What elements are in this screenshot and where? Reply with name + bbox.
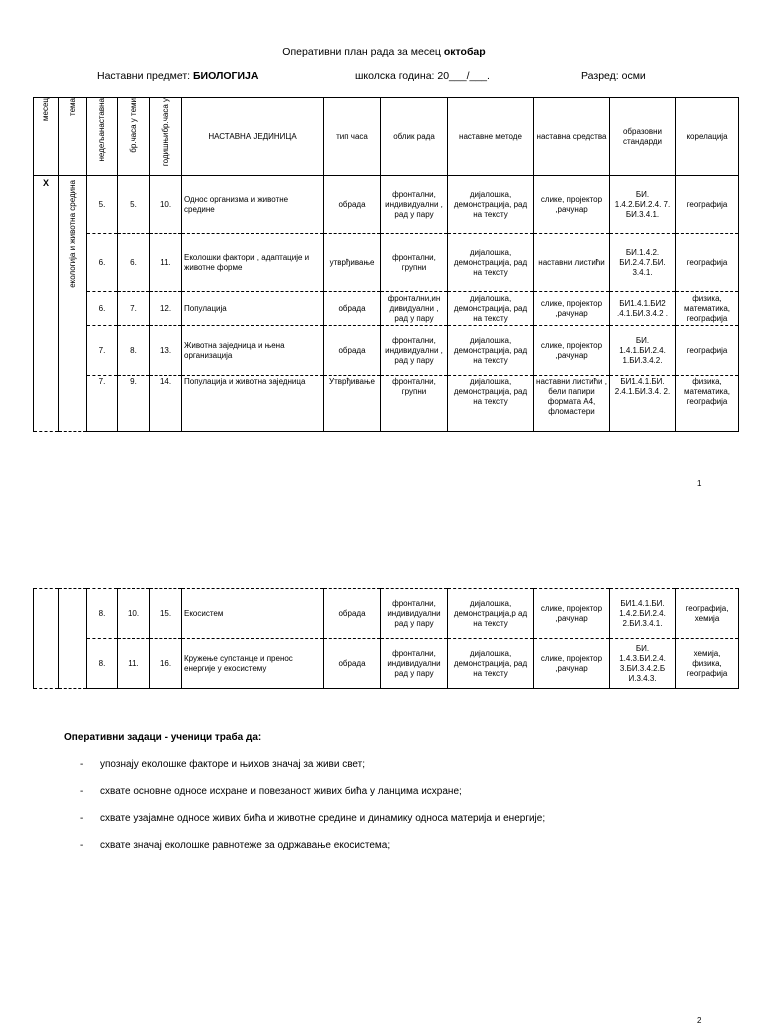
task-text: схвате узајамне односе живих бића и животне средине и динамику односа материја и енергије; (100, 813, 546, 824)
cell-standards: БИ1.4.1.БИ2 .4.1.БИ.3.4.2 . (610, 292, 676, 326)
cell-type: Утврђивање (324, 376, 381, 432)
title-month: октобар (443, 46, 486, 58)
cell-type: обрада (324, 326, 381, 376)
cell-means: слике, пројектор ,рачунар (534, 639, 610, 689)
header-means: наставна средства (534, 98, 610, 176)
cell-month (34, 589, 59, 689)
header-methods: наставне методе (448, 98, 534, 176)
cell-year: 16. (150, 639, 182, 689)
table-row (34, 176, 739, 234)
cell-unit: Популација (182, 292, 324, 326)
cell-methods: дијалошка, демонстрација, рад на тексту (448, 376, 534, 432)
header-week: недељанаставна (87, 98, 118, 176)
cell-type: обрада (324, 176, 381, 234)
cell-standards: БИ. 1.4.2.БИ.2.4. 7. БИ.3.4.1. (610, 176, 676, 234)
task-item (80, 786, 462, 797)
cell-methods: дијалошка, демонстрација, рад на тексту (448, 176, 534, 234)
cell-correlation: физика, математика, географија (676, 292, 739, 326)
cell-unit: Однос организма и животне средине (182, 176, 324, 234)
cell-standards: БИ1.4.1.БИ. 1.4.2.БИ.2.4. 2.БИ.3.4.1. (610, 589, 676, 639)
cell-means: наставни листићи , бели папири формата А4, фломастери (534, 376, 610, 432)
plan-table-page-2 (33, 588, 739, 689)
cell-standards: БИ. 1.4.1.БИ.2.4. 1.БИ.3.4.2. (610, 326, 676, 376)
table-header-row (34, 98, 739, 176)
grade: Разред: осми (581, 70, 646, 82)
cell-year: 11. (150, 234, 182, 292)
cell-correlation: физика, математика, географија (676, 376, 739, 432)
cell-means: слике, пројектор ,рачунар (534, 326, 610, 376)
task-item (80, 813, 545, 824)
cell-year: 12. (150, 292, 182, 326)
cell-form: фронтални, индивидуални рад у пару (381, 639, 448, 689)
document-title: Оперативни план рада за месец октобар (282, 46, 486, 58)
cell-hours: 5. (118, 176, 150, 234)
cell-form: фронтални, групни (381, 234, 448, 292)
cell-unit: Кружење супстанце и пренос енергије у екосистему (182, 639, 324, 689)
cell-standards: БИ. 1.4.3.БИ.2.4. 3.БИ.3.4.2.Б И.3.4.3. (610, 639, 676, 689)
cell-means: слике, пројектор ,рачунар (534, 589, 610, 639)
header-unit: НАСТАВНА ЈЕДИНИЦА (182, 98, 324, 176)
subject-line: Наставни предмет: БИОЛОГИЈА (97, 70, 259, 82)
cell-methods: дијалошка, демонстрација,р ад на тексту (448, 589, 534, 639)
task-text: схвате значај еколошке равнотеже за одржавање екосистема; (100, 840, 391, 851)
tasks-title: Оперативни задаци - ученици траба да: (64, 732, 262, 743)
cell-methods: дијалошка, демонстрација, рад на тексту (448, 639, 534, 689)
header-correlation: корелација (676, 98, 739, 176)
cell-year: 14. (150, 376, 182, 432)
header-type: тип часа (324, 98, 381, 176)
cell-type: утврђивање (324, 234, 381, 292)
cell-hours: 7. (118, 292, 150, 326)
cell-year: 15. (150, 589, 182, 639)
cell-month (34, 176, 59, 432)
cell-year: 10. (150, 176, 182, 234)
table-row (34, 589, 739, 639)
cell-methods: дијалошка, демонстрација, рад на тексту (448, 326, 534, 376)
cell-hours: 8. (118, 326, 150, 376)
cell-standards: БИ1.4.1.БИ. 2.4.1.БИ.3.4. 2. (610, 376, 676, 432)
cell-hours: 9. (118, 376, 150, 432)
header-month: месец (34, 98, 59, 176)
table-row (34, 234, 739, 292)
cell-topic (59, 589, 87, 689)
table-row (34, 326, 739, 376)
header-topic: тема (59, 98, 87, 176)
cell-week: 8. (87, 639, 118, 689)
task-bullet: - (80, 813, 84, 824)
cell-standards: БИ.1.4.2. БИ.2.4.7.БИ. 3.4.1. (610, 234, 676, 292)
task-item (80, 840, 390, 851)
header-standards: образовни стандарди (610, 98, 676, 176)
cell-week: 5. (87, 176, 118, 234)
cell-week: 7. (87, 326, 118, 376)
cell-unit: Животна заједница и њена организација (182, 326, 324, 376)
header-form: облик рада (381, 98, 448, 176)
cell-hours: 10. (118, 589, 150, 639)
page-number-1: 1 (697, 479, 702, 488)
task-bullet: - (80, 840, 84, 851)
cell-week: 6. (87, 234, 118, 292)
cell-correlation: географија (676, 326, 739, 376)
cell-week: 8. (87, 589, 118, 639)
table-row (34, 376, 739, 432)
cell-unit: Еколошки фактори , адаптације и животне форме (182, 234, 324, 292)
task-text: схвате основне односе исхране и повезаност живих бића у ланцима исхране; (100, 786, 462, 797)
cell-week: 7. (87, 376, 118, 432)
header-hours-year: годишњибр.часа у (150, 98, 182, 176)
cell-topic (59, 176, 87, 432)
cell-means: слике, пројектор ,рачунар (534, 292, 610, 326)
cell-year: 13. (150, 326, 182, 376)
table-row (34, 639, 739, 689)
cell-form: фронтални, индивидуални рад у пару (381, 589, 448, 639)
cell-methods: дијалошка, демонстрација, рад на тексту (448, 234, 534, 292)
school-year: школска година: 20___/___. (355, 70, 490, 82)
cell-means: слике, пројектор ,рачунар (534, 176, 610, 234)
cell-correlation: географија, хемија (676, 589, 739, 639)
task-bullet: - (80, 759, 84, 770)
cell-form: фронтални, групни (381, 376, 448, 432)
cell-unit: Екосистем (182, 589, 324, 639)
cell-correlation: географија (676, 234, 739, 292)
task-item (80, 759, 365, 770)
task-bullet: - (80, 786, 84, 797)
cell-type: обрада (324, 292, 381, 326)
plan-table-page-1 (33, 97, 739, 432)
cell-type: обрада (324, 639, 381, 689)
cell-week: 6. (87, 292, 118, 326)
cell-type: обрада (324, 589, 381, 639)
cell-form: фронтални,ин дивидуални , рад у пару (381, 292, 448, 326)
cell-form: фронтални, индивидуални , рад у пару (381, 326, 448, 376)
table-row (34, 292, 739, 326)
subject-name: БИОЛОГИЈА (192, 70, 259, 82)
cell-means: наставни листићи (534, 234, 610, 292)
cell-correlation: хемија, физика, географија (676, 639, 739, 689)
cell-hours: 11. (118, 639, 150, 689)
task-text: упознају еколошке факторе и њихов значај за живи свет; (100, 759, 365, 770)
cell-form: фронтални, индивидуални , рад у пару (381, 176, 448, 234)
month-value: X (42, 178, 49, 188)
header-hours-topic: бр.часа у теми (118, 98, 150, 176)
page-number-2: 2 (697, 1016, 702, 1025)
topic-value: екологија и животна средина (67, 180, 77, 288)
cell-hours: 6. (118, 234, 150, 292)
cell-methods: дијалошка, демонстрација, рад на тексту (448, 292, 534, 326)
cell-correlation: географија (676, 176, 739, 234)
cell-unit: Популација и животна заједница (182, 376, 324, 432)
